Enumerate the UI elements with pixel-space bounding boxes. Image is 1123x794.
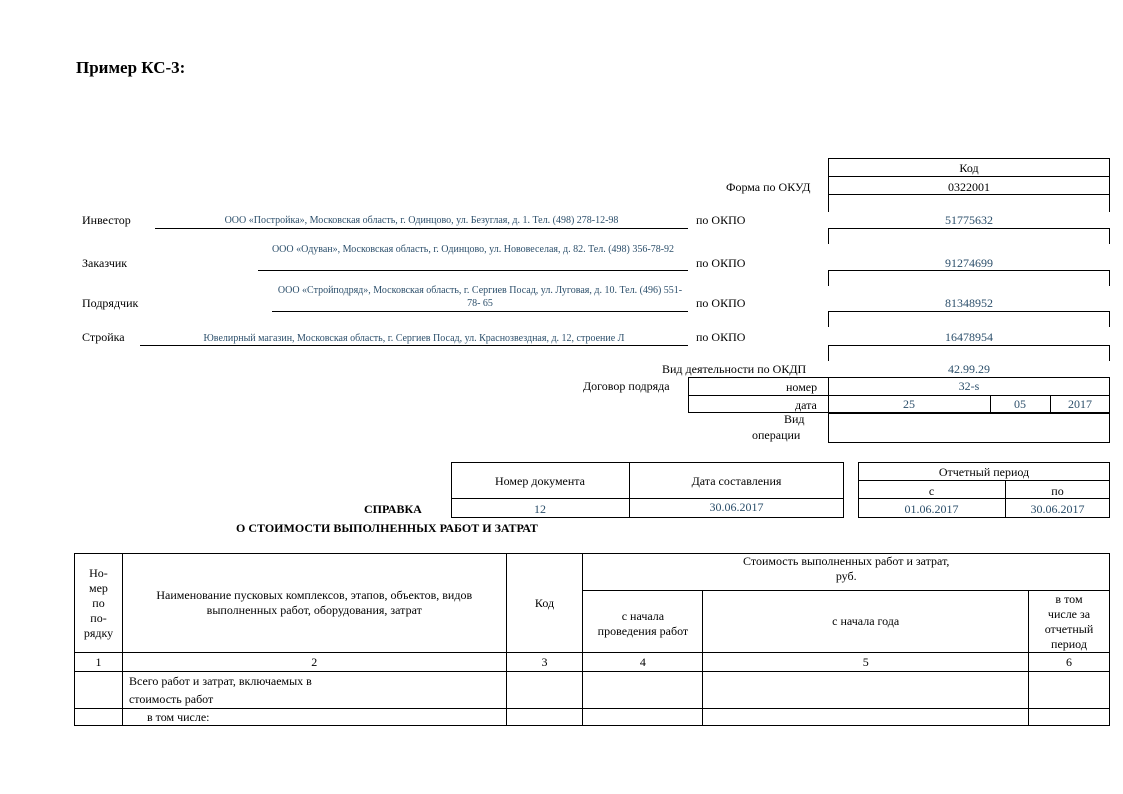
col-cost-header: Стоимость выполненных работ и затрат, руб. (583, 554, 1110, 591)
investor-okpo-label: по ОКПО (696, 213, 746, 227)
contract-number: 32-s (958, 379, 980, 393)
contract-day: 25 (903, 397, 915, 411)
okdp-value: 42.99.29 (948, 362, 990, 376)
period-from: 01.06.2017 (904, 502, 959, 516)
contractor-value: ООО «Стройподряд», Московская область, г. Сергиев Посад, ул. Луговая, д. 10. Тел. (496) 551-78- 65 (277, 285, 683, 309)
customer-label: Заказчик (82, 256, 128, 270)
contractor-okpo-label: по ОКПО (696, 296, 746, 310)
doc-date-header: Дата составления (691, 474, 782, 488)
row-total-label: Всего работ и затрат, включаемых в стоимость работ (122, 672, 506, 709)
col-number: 6 (1028, 653, 1109, 672)
col-number: 2 (122, 653, 506, 672)
site-okpo-label: по ОКПО (696, 330, 746, 344)
investor-value: ООО «Постройка», Московская область, г. Одинцово, ул. Безуглая, д. 1. Тел. (498) 278-12-98 (224, 215, 619, 226)
doc-number-header: Номер документа (494, 474, 586, 488)
contract-year: 2017 (1068, 397, 1092, 411)
okdp-label: Вид деятельности по ОКДП (662, 362, 807, 376)
contract-number-label: номер (786, 380, 818, 394)
table-row (75, 672, 1110, 709)
contractor-okpo: 81348952 (945, 296, 993, 310)
row-including-label: в том числе: (122, 709, 506, 726)
contract-date-label: дата (795, 398, 817, 412)
col-number: 5 (703, 653, 1029, 672)
site-okpo: 16478954 (945, 330, 993, 344)
customer-okpo: 91274699 (945, 256, 993, 270)
col-number: 1 (75, 653, 123, 672)
col-from-year-header: с начала года (703, 591, 1029, 653)
col-from-start-header: с начала проведения работ (583, 591, 703, 653)
code-header: Код (959, 161, 979, 175)
col-num-header: Но- мер по по- рядку (75, 554, 123, 653)
col-number: 3 (506, 653, 583, 672)
operation-label-1: Вид (784, 412, 805, 426)
period-to-label: по (1051, 484, 1064, 498)
cost-table (74, 553, 1110, 726)
investor-label: Инвестор (82, 213, 131, 227)
col-name-header: Наименование пусковых комплексов, этапов, объектов, видов выполненных работ, оборудования, затрат (122, 554, 506, 653)
col-period-header: в том числе за отчетный период (1028, 591, 1109, 653)
contract-label: Договор подряда (583, 379, 670, 393)
doc-date: 30.06.2017 (709, 500, 764, 514)
customer-okpo-label: по ОКПО (696, 256, 746, 270)
okud-label: Форма по ОКУД (726, 180, 811, 194)
operation-label-2: операции (752, 428, 801, 442)
okud-code: 0322001 (948, 180, 990, 194)
table-row (75, 709, 1110, 726)
site-label: Стройка (82, 330, 125, 344)
customer-value: ООО «Одуван», Московская область, г. Одинцово, ул. Нововеселая, д. 82. Тел. (498) 356-78-92 (271, 244, 675, 255)
period-from-label: с (928, 484, 935, 498)
doc-number: 12 (534, 502, 546, 516)
contractor-label: Подрядчик (82, 296, 139, 310)
investor-okpo: 51775632 (945, 213, 993, 227)
period-to: 30.06.2017 (1030, 502, 1085, 516)
col-number: 4 (583, 653, 703, 672)
col-code-header: Код (506, 554, 583, 653)
contract-month: 05 (1014, 397, 1026, 411)
site-value: Ювелирный магазин, Московская область, г. Сергиев Посад, ул. Краснозвездная, д. 12, строение Л (203, 333, 625, 344)
page-title: Пример КС-3: (76, 58, 186, 77)
heading-subtitle: О СТОИМОСТИ ВЫПОЛНЕННЫХ РАБОТ И ЗАТРАТ (236, 521, 538, 535)
period-header: Отчетный период (938, 465, 1030, 479)
heading-spravka: СПРАВКА (364, 502, 422, 516)
